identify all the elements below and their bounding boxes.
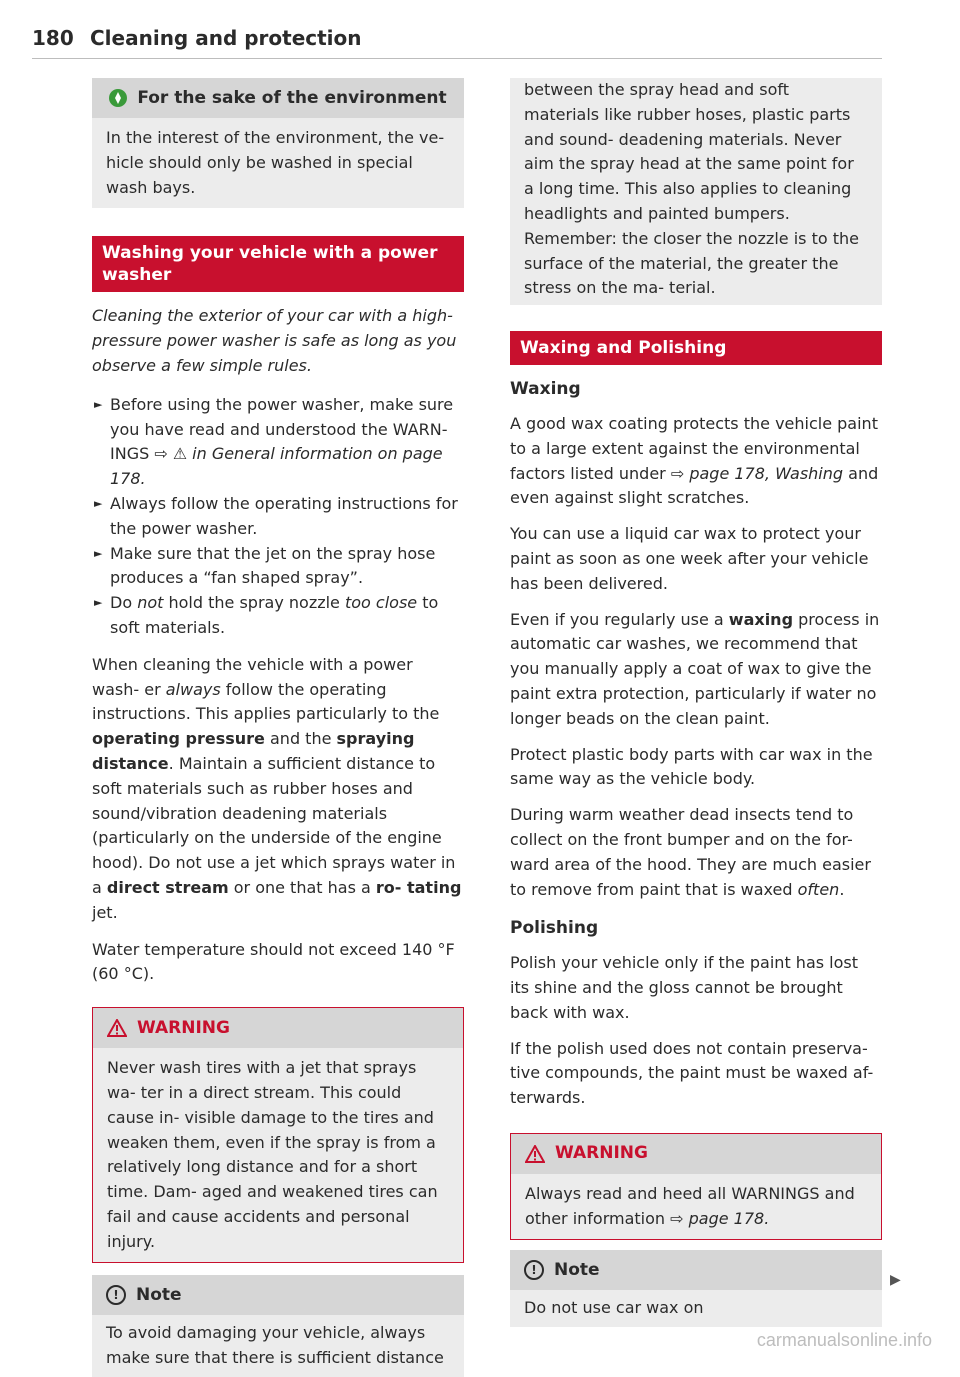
note-continuation-box bbox=[510, 78, 882, 305]
environment-box-title: For the sake of the environment bbox=[92, 78, 464, 118]
waxing-paragraph-2: You can use a liquid car wax to protect your paint as soon as one week after your vehicle has been delivered. bbox=[510, 524, 869, 593]
washing-reference[interactable]: ⇨ page 178, Washing bbox=[670, 463, 844, 483]
intro-text: Cleaning the exterior of your car with a high- pressure power washer is safe as long as you observe a few simple rules. bbox=[92, 306, 457, 375]
bullet-list bbox=[92, 393, 464, 641]
page-number: 180 bbox=[32, 26, 74, 50]
info-exclamation-icon: ! bbox=[524, 1260, 544, 1280]
environment-box bbox=[92, 78, 464, 208]
waxing-heading: Waxing bbox=[510, 379, 581, 400]
bullet-arrow-icon: ► bbox=[94, 397, 103, 411]
operating-paragraph: When cleaning the vehicle with a power wash- er always follow the operating instructions. This applies particularly to the operating pressure and the spraying distance. Maintain a sufficient distance to soft materials such as rubber hoses and sound/vibration deadening materials (particularly on the underside of the engine hood). Do not use a jet which sprays water in a direct stream or one that has a ro- tating jet. bbox=[92, 654, 462, 922]
info-exclamation-icon: ! bbox=[106, 1285, 126, 1305]
warning-text: Never wash tires with a jet that sprays wa- ter in a direct stream. This could cause in- visible damage to the tires and weaken them, even if the spray is from a relatively long distance and for a short time. Dam- aged and weakened tires can fail and cause accidents and personal injury. bbox=[107, 1058, 438, 1251]
note-box-right bbox=[510, 1250, 882, 1327]
right-column bbox=[510, 78, 882, 1327]
warning-title: WARNING bbox=[93, 1008, 463, 1048]
warning-triangle-icon bbox=[107, 1019, 127, 1037]
polishing-paragraph-2: If the polish used does not contain preserva- tive compounds, the paint must be waxed af- terwards. bbox=[510, 1038, 874, 1108]
bullet-arrow-icon: ► bbox=[94, 496, 103, 510]
waxing-paragraph-3: Even if you regularly use a waxing process in automatic car washes, we recommend that you manually apply a coat of wax to give the paint extra protection, particularly if water no longer beads on the clean paint. bbox=[510, 609, 880, 728]
watermark: carmanualsonline.info bbox=[756, 1330, 932, 1350]
page-reference[interactable]: ⇨ page 178. bbox=[670, 1208, 770, 1228]
section-title: Cleaning and protection bbox=[90, 26, 362, 50]
polishing-heading: Polishing bbox=[510, 918, 599, 939]
warning-box-left bbox=[92, 1007, 464, 1263]
warning-text: Always read and heed all WARNINGS and other information ⇨ page 178. bbox=[525, 1183, 855, 1228]
list-item: ► Make sure that the jet on the spray hose produces a “fan shaped spray”. bbox=[94, 543, 436, 588]
note-box-left bbox=[92, 1275, 464, 1377]
bullet-arrow-icon: ► bbox=[94, 546, 103, 560]
left-column bbox=[92, 78, 464, 1377]
bullet-arrow-icon: ► bbox=[94, 596, 103, 610]
note-title: ! Note bbox=[92, 1275, 464, 1315]
page-header bbox=[32, 22, 882, 59]
note-text: To avoid damaging your vehicle, always make sure that there is sufficient distance bbox=[106, 1323, 444, 1368]
list-item: ► Always follow the operating instructions for the power washer. bbox=[94, 493, 458, 538]
waxing-paragraph-5: During warm weather dead insects tend to collect on the front bumper and on the for- ward area of the hood. They are much easier to remove from paint that is waxed often. bbox=[510, 805, 871, 899]
leaf-icon bbox=[109, 89, 127, 107]
warning-box-right bbox=[510, 1133, 882, 1241]
waxing-paragraph-4: Protect plastic body parts with car wax in the same way as the vehicle body. bbox=[510, 744, 873, 789]
warning-triangle-icon bbox=[525, 1145, 545, 1163]
list-item: ► Do not hold the spray nozzle too close to soft materials. bbox=[94, 593, 439, 637]
environment-box-text: In the interest of the environment, the ve- hicle should only be washed in special wash bays. bbox=[106, 128, 445, 197]
list-item: ► Before using the power washer, make sure you have read and understood the WARN- INGS ⇨ ⚠ in General information on page 178. bbox=[94, 394, 454, 489]
note-title: ! Note bbox=[510, 1250, 882, 1290]
waxing-paragraph-1: A good wax coating protects the vehicle paint to a large extent against the environmental factors listed under ⇨ page 178, Washing and even against slight scratches. bbox=[510, 413, 879, 508]
temperature-text: Water temperature should not exceed 140 °F (60 °C). bbox=[92, 939, 455, 984]
section-heading-waxing-polishing: Waxing and Polishing bbox=[510, 331, 882, 365]
polishing-paragraph-1: Polish your vehicle only if the paint has lost its shine and the gloss cannot be brought back with wax. bbox=[510, 953, 859, 1022]
note-text: Do not use car wax on bbox=[524, 1298, 704, 1318]
section-heading-power-washer: Washing your vehicle with a power washer bbox=[92, 236, 464, 292]
note-continuation-text: between the spray head and soft materials like rubber hoses, plastic parts and sound- deadening materials. Never aim the spray head at the same point for a long time. This also applies to cleaning headlights and painted bumpers. Remember: the closer the nozzle is to the surface of the material, the greater the stress on the ma- terial. bbox=[524, 80, 859, 298]
warning-reference[interactable]: ⇨ ⚠ in General information on page 178. bbox=[110, 444, 443, 489]
warning-title: WARNING bbox=[511, 1134, 881, 1174]
continue-arrow-icon: ▶ bbox=[890, 1272, 901, 1288]
